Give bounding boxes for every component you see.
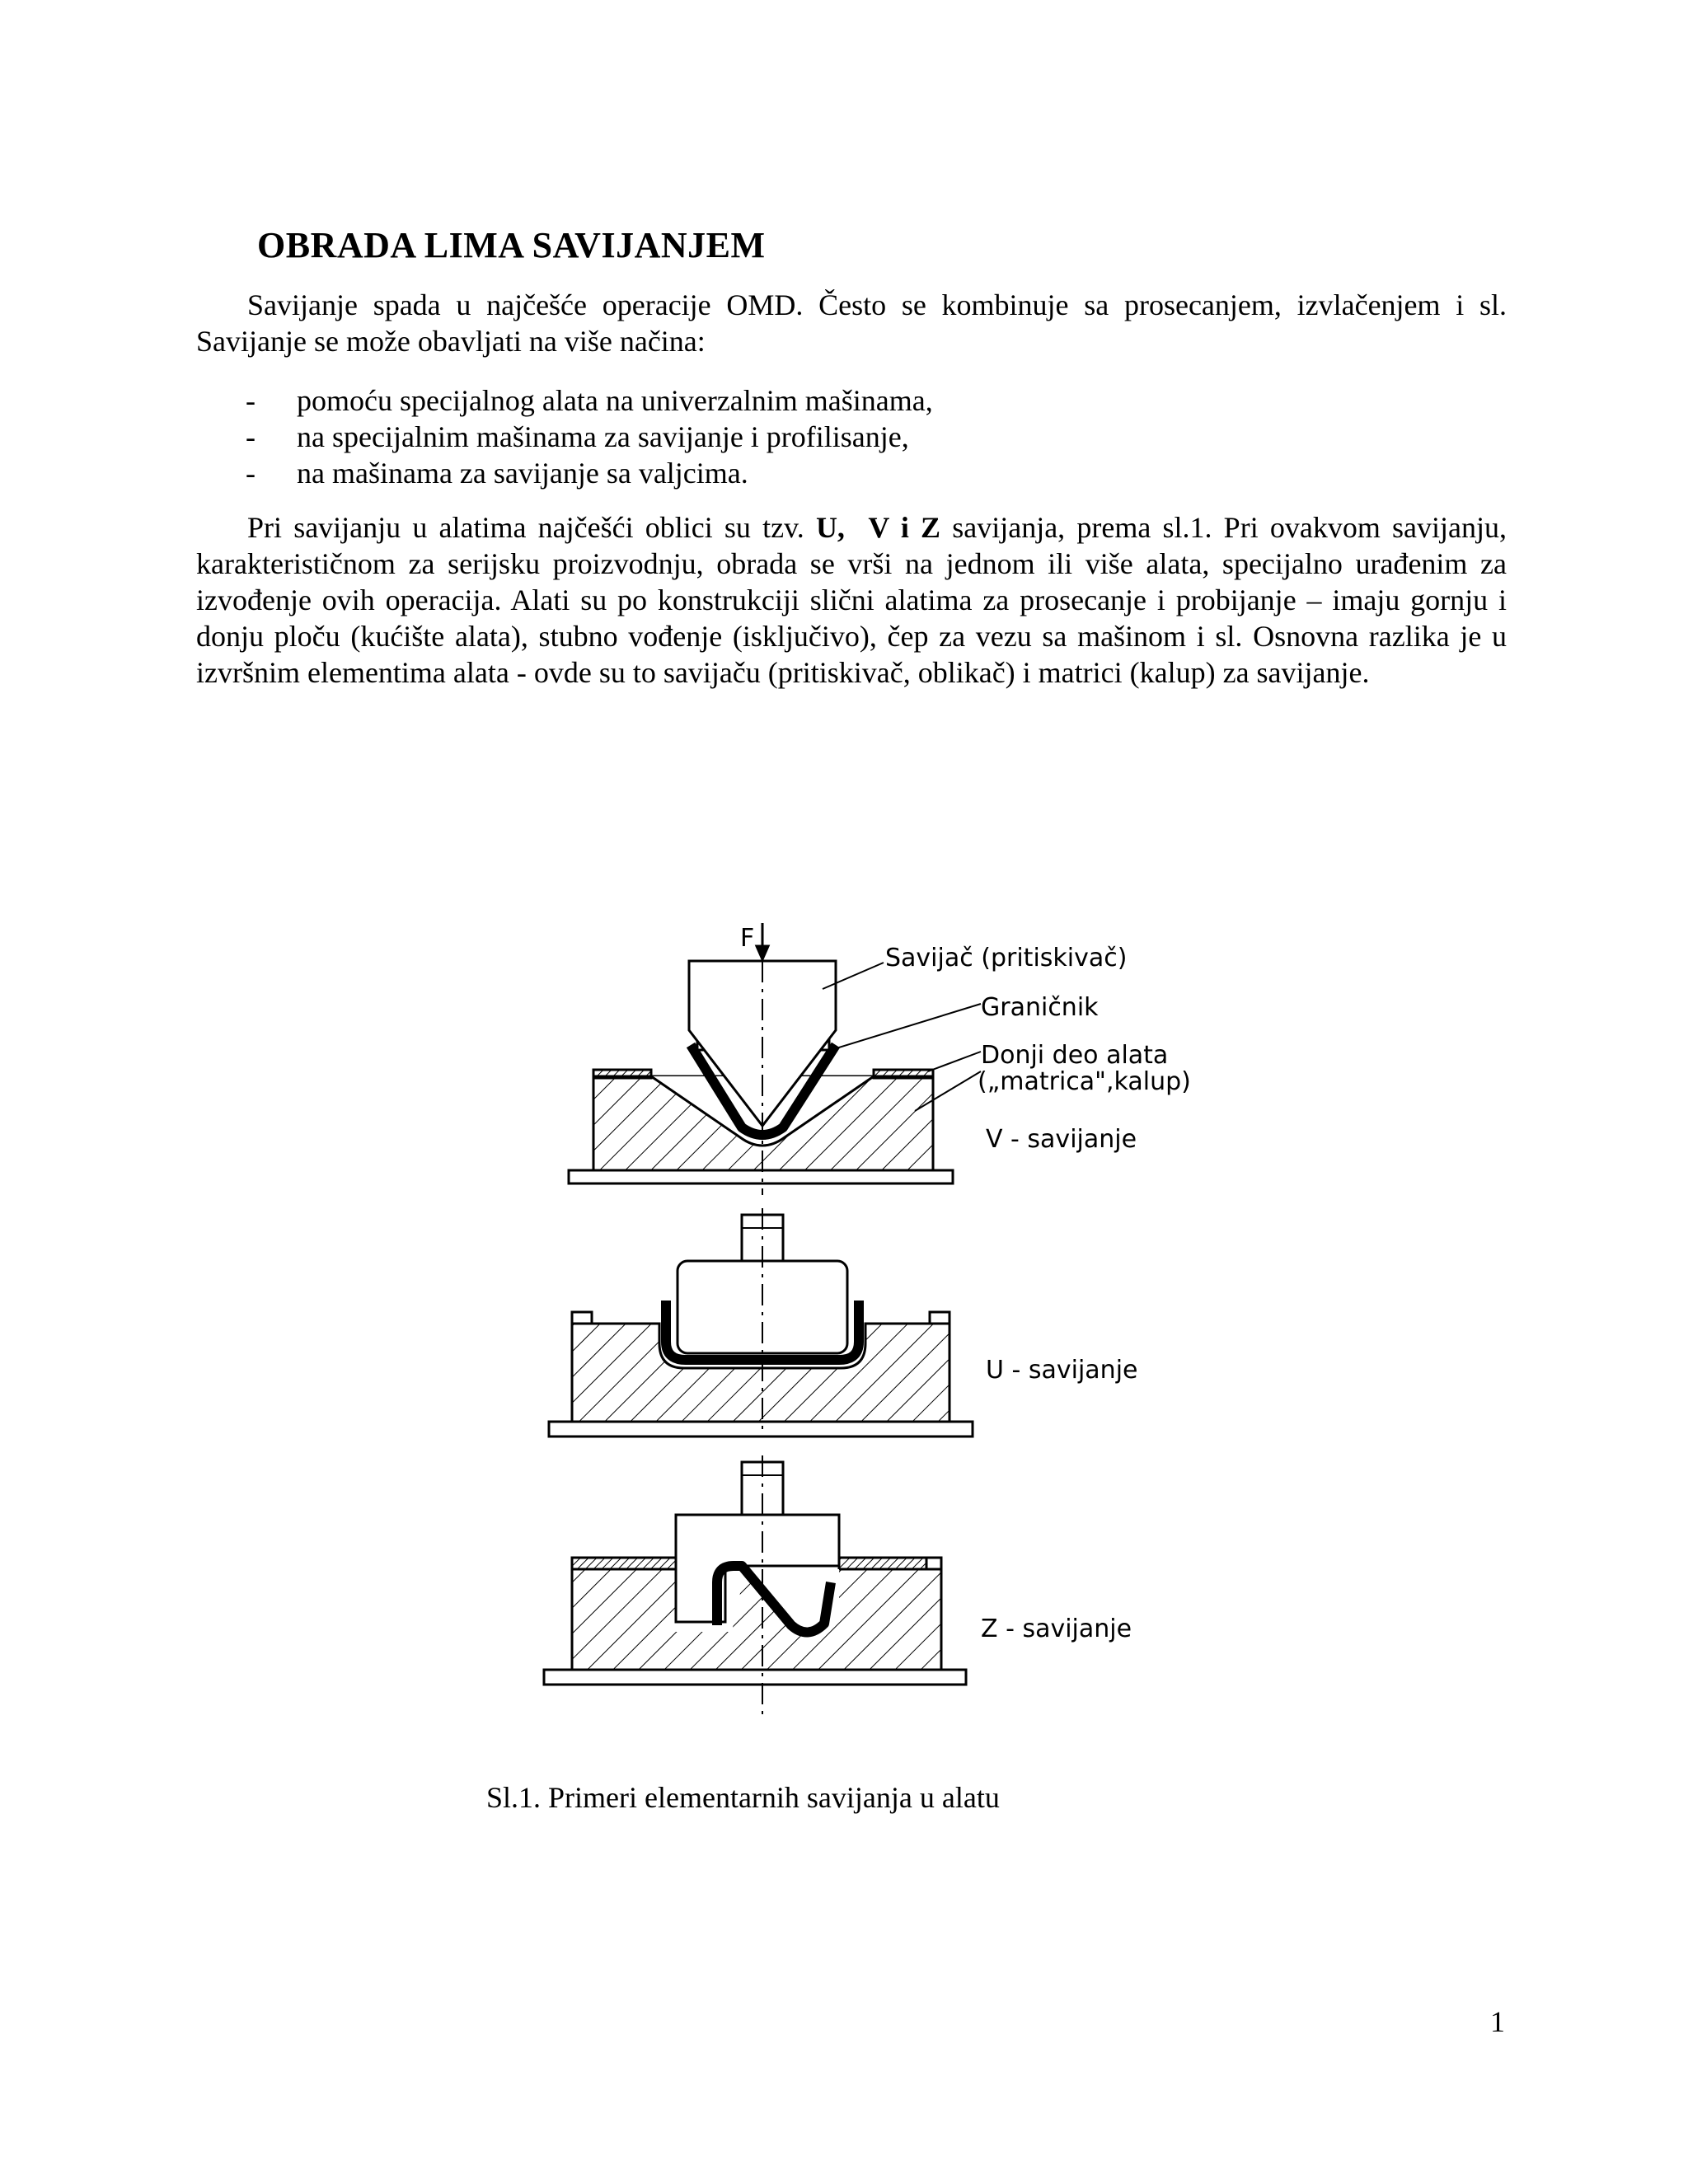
body-paragraph — [196, 509, 1507, 691]
z-bending-tool — [544, 1455, 966, 1714]
body-text-part2: savijanja, prema sl.1. Pri ovakvom savijanju, karakterističnom za serijsku proizvodnju, obrada se vrši na jednom ili više alata, specijalno urađenim za izvođenje ovih operacija. Alati su po konstrukciji slični alatima za prosecanje i probijanje – imaju gornju i donju ploču (kućište alata), stubno vođenje (isključivo), čep za vezu sa mašinom i sl. Osnovna razlika je u izvršnim elementima alata - ovde su to savijaču (pritiskivač, oblikač) i matrici (kalup) za savijanje. — [196, 511, 1507, 689]
v-bending-label: V - savijanje — [986, 1125, 1137, 1154]
page-title: OBRADA LIMA SAVIJANJEM — [257, 225, 766, 265]
list-item-text: na specijalnim mašinama za savijanje i profilisanje, — [297, 420, 909, 453]
list-dash: - — [246, 384, 256, 417]
u-bending-tool — [549, 1208, 973, 1436]
figure-caption: Sl.1. Primeri elementarnih savijanja u alatu — [486, 1781, 1000, 1814]
z-bending-label: Z - savijanje — [981, 1615, 1132, 1643]
body-bold-u: U, — [815, 511, 845, 544]
body-bold-vz: V i Z — [868, 511, 941, 544]
body-text-part1: Pri savijanju u alatima najčešći oblici su tzv. — [247, 511, 816, 544]
force-label: F — [740, 924, 755, 953]
die-label-line1: Donji deo alata — [981, 1041, 1169, 1070]
list-dash: - — [246, 457, 256, 490]
list-item-text: pomoću specijalnog alata na univerzalnim mašinama, — [297, 384, 933, 417]
die-label-line2: („matrica",kalup) — [978, 1067, 1191, 1096]
bending-tools-figure — [528, 907, 1269, 1714]
u-bending-label: U - savijanje — [986, 1356, 1138, 1385]
punch-label: Savijač (pritiskivač) — [885, 944, 1128, 972]
list-dash: - — [246, 420, 256, 453]
page-number: 1 — [1490, 2005, 1505, 2038]
list-item-text: na mašinama za savijanje sa valjcima. — [297, 457, 748, 490]
intro-paragraph: Savijanje spada u najčešće operacije OMD. Često se kombinuje sa prosecanjem, izvlačenjem i sl. Savijanje se može obavljati na više načina: — [196, 288, 1507, 358]
stop-label: Graničnik — [981, 993, 1099, 1022]
